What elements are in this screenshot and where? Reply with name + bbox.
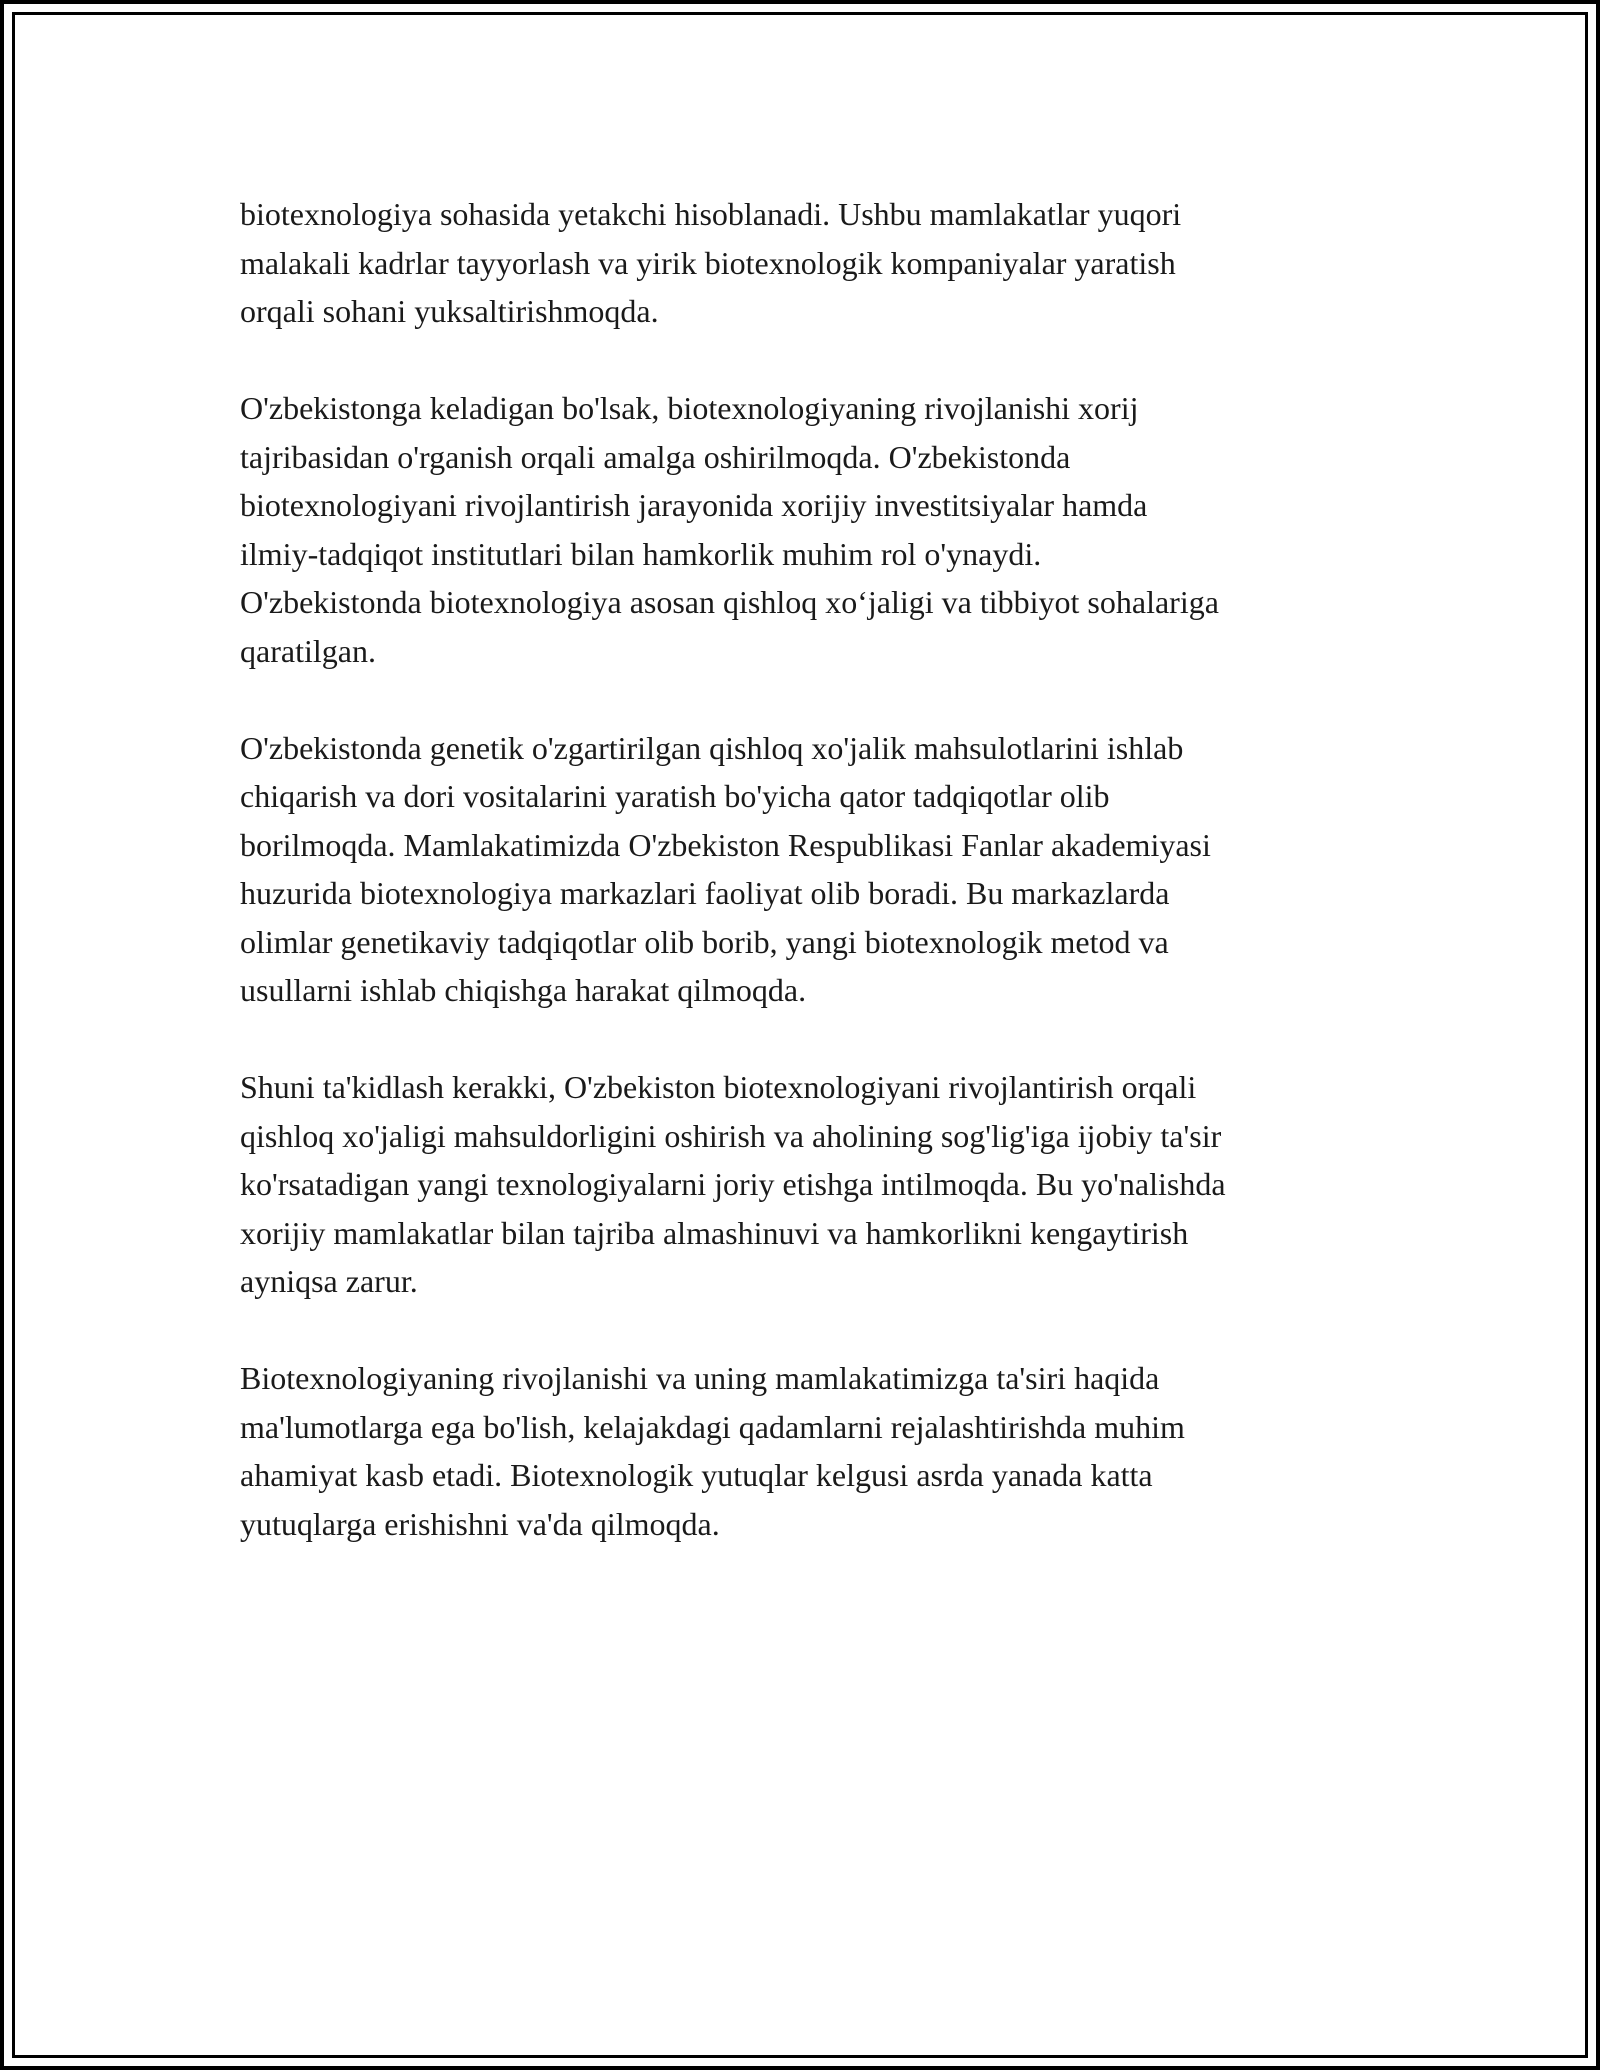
paragraph-4: Shuni ta'kidlash kerakki, O'zbekiston biotexnologiyani rivojlantirish orqali qishloq xo'jaligi mahsuldorligini oshirish va aholining sog'lig'iga ijobiy ta'sir ko'rsatadigan yangi texnologiyalarni joriy etishga intilmoqda. Bu yo'nalishda xorijiy mamlakatlar bilan tajriba almashinuvi va hamkorlikni kengaytirish ayniqsa zarur. bbox=[240, 1069, 1226, 1299]
paragraph-2: O'zbekistonga keladigan bo'lsak, biotexnologiyaning rivojlanishi xorij tajribasidan o'rganish orqali amalga oshirilmoqda. O'zbekistonda biotexnologiyani rivojlantirish jarayonida xorijiy investitsiyalar hamda ilmiy-tadqiqot institutlari bilan hamkorlik muhim rol o'ynaydi. O'zbekistonda biotexnologiya asosan qishloq xo‘jaligi va tibbiyot sohalariga qaratilgan. bbox=[240, 390, 1219, 669]
paragraph-3: O'zbekistonda genetik o'zgartirilgan qishloq xo'jalik mahsulotlarini ishlab chiqarish va dori vositalarini yaratish bo'yicha qator tadqiqotlar olib borilmoqda. Mamlakatimizda O'zbekiston Respublikasi Fanlar akademiyasi huzurida biotexnologiya markazlari faoliyat olib boradi. Bu markazlarda olimlar genetikaviy tadqiqotlar olib borib, yangi biotexnologik metod va usullarni ishlab chiqishga harakat qilmoqda. bbox=[240, 729, 1211, 1008]
paragraph-5: Biotexnologiyaning rivojlanishi va uning mamlakatimizga ta'siri haqida ma'lumotlarga ega bo'lish, kelajakdagi qadamlarni rejalashtirishda muhim ahamiyat kasb etadi. Biotexnologik yutuqlar kelgusi asrda yanada katta yutuqlarga erishishni va'da qilmoqda. bbox=[240, 1360, 1185, 1542]
paragraph-1: biotexnologiya sohasida yetakchi hisoblanadi. Ushbu mamlakatlar yuqori malakali kadrlar tayyorlash va yirik biotexnologik kompaniyalar yaratish orqali sohani yuksaltirishmoqda. bbox=[240, 196, 1182, 329]
document-body bbox=[240, 190, 1380, 1597]
